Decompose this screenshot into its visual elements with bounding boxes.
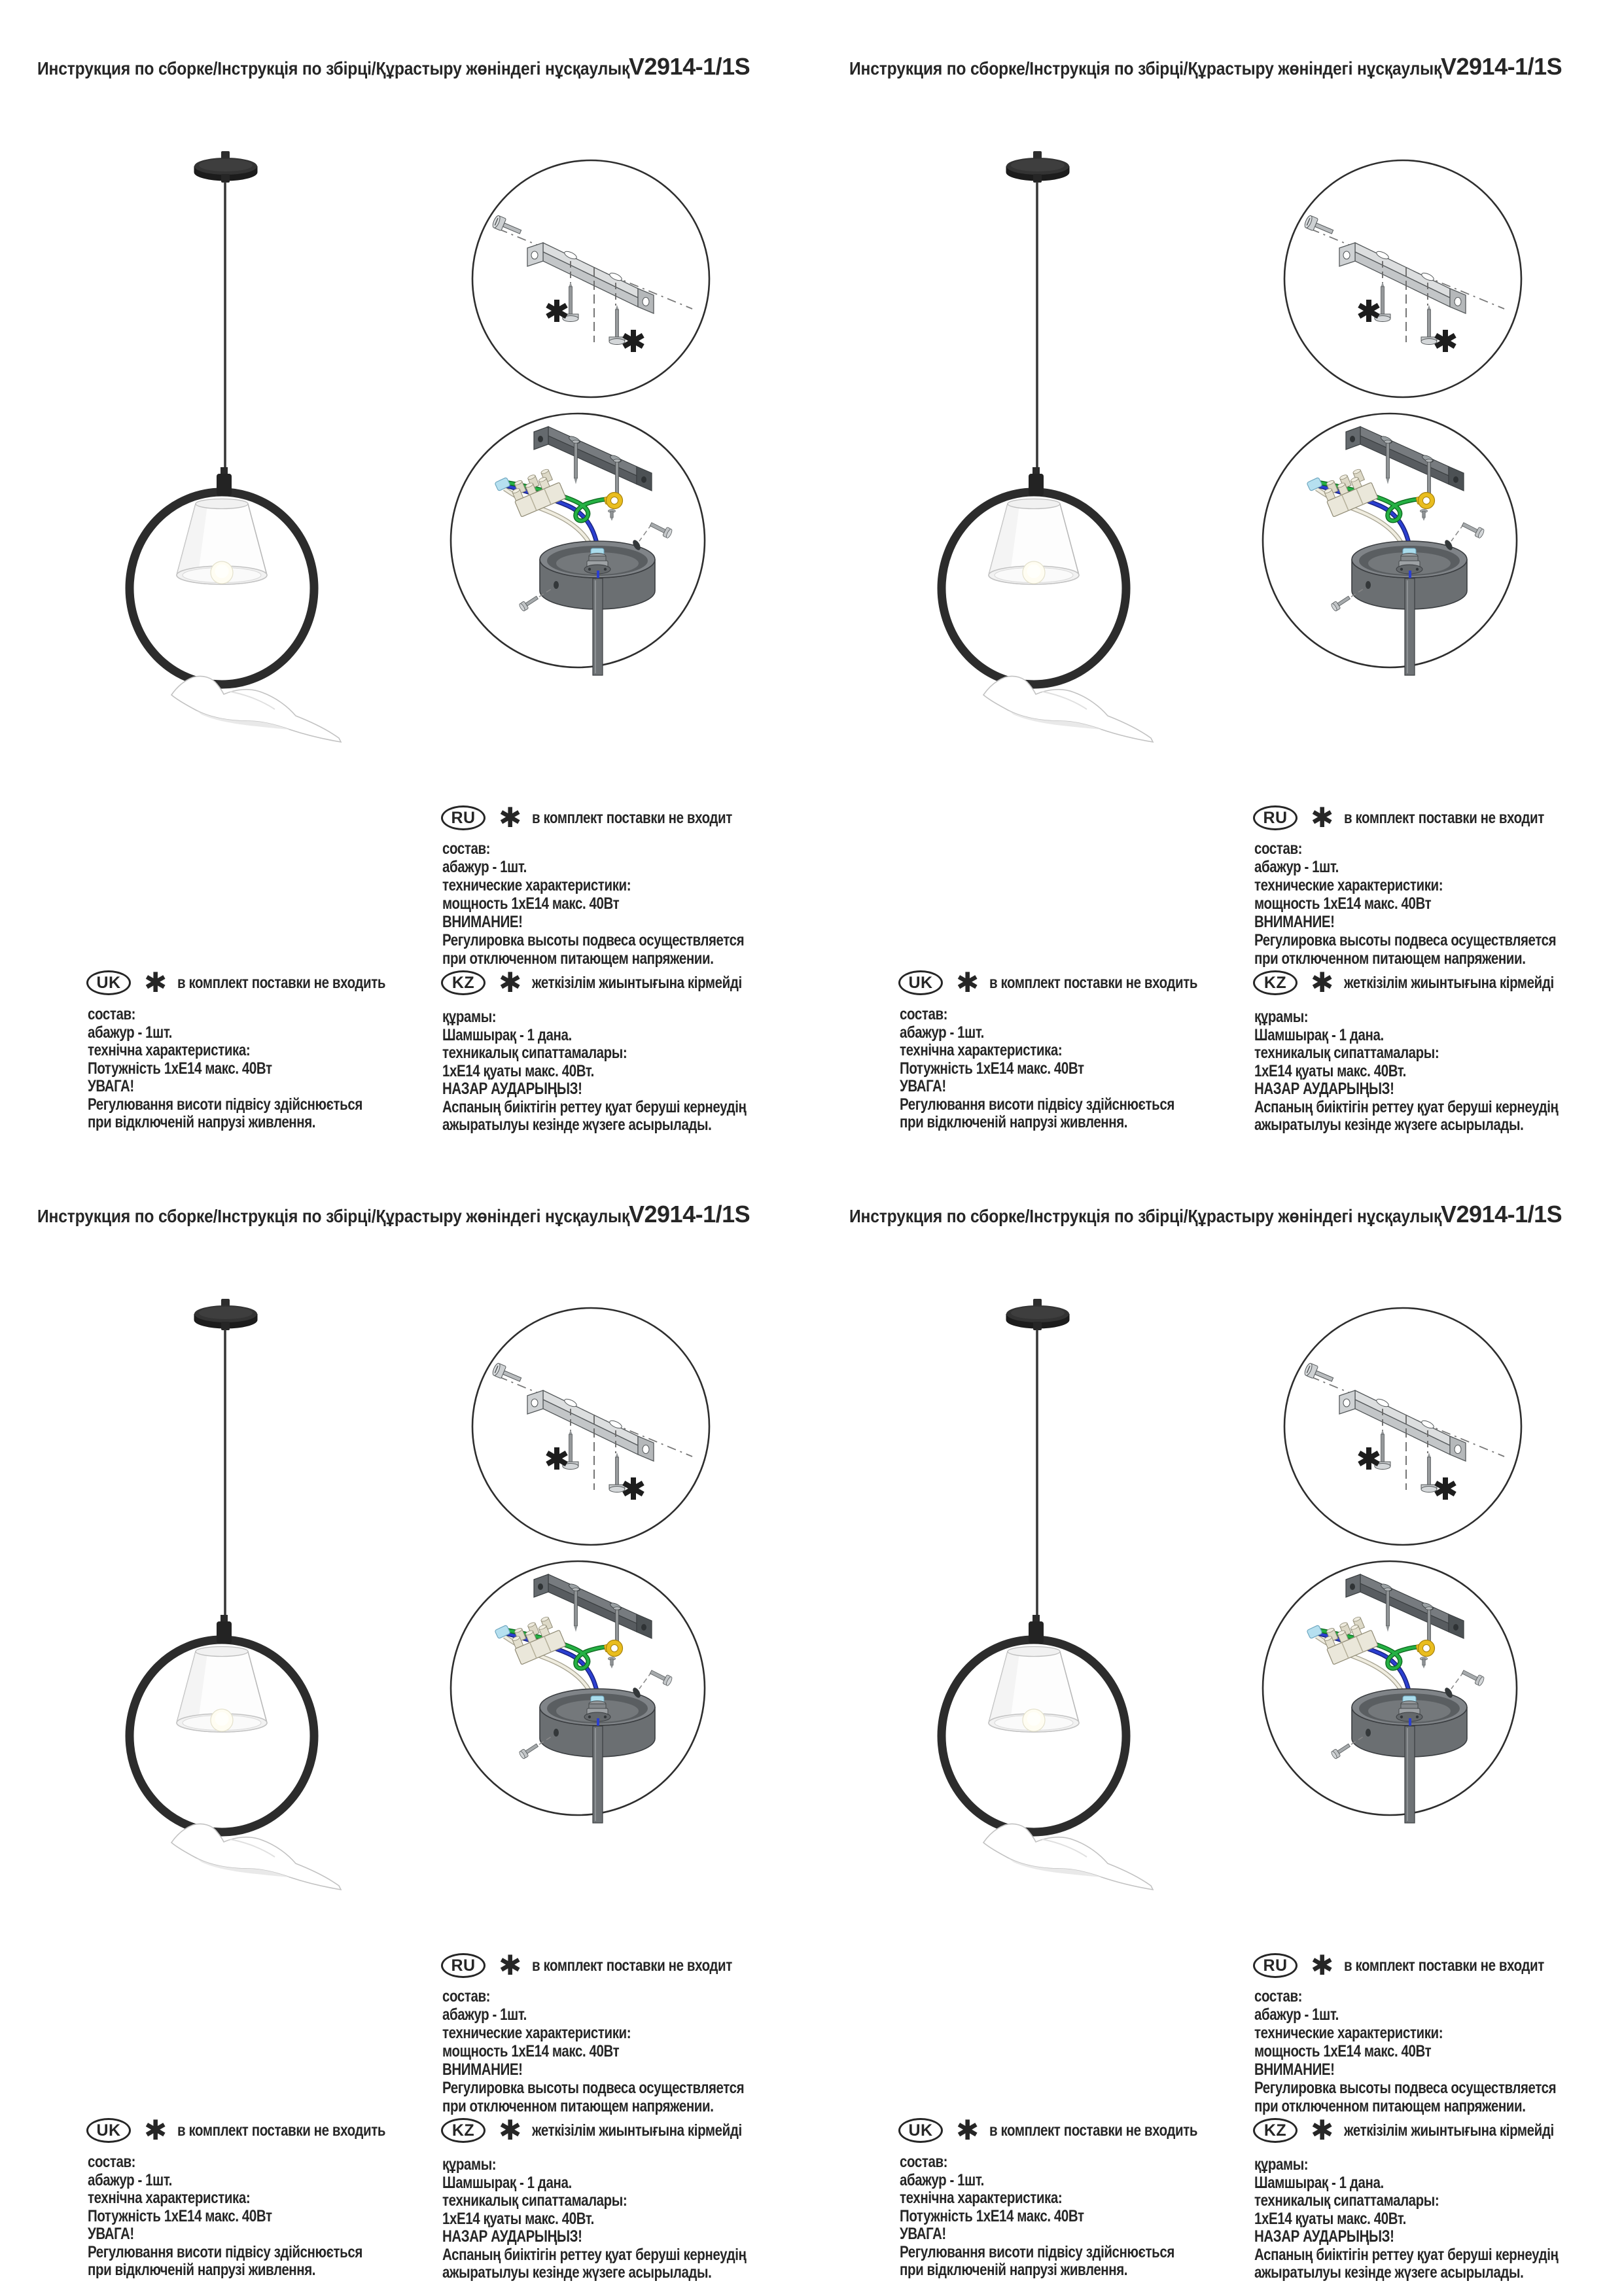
lampshade (989, 1647, 1079, 1733)
uk-note-row (898, 967, 1243, 998)
pendant-lamp-illustration (130, 151, 341, 742)
kz-note: жеткізілім жиынтығына кірмейді (1344, 973, 1554, 992)
spec-line: Шамшырақ - 1 дана. (442, 1025, 572, 1044)
kz-section (442, 2156, 812, 2282)
spec-line: ажыратылуы кезінде жүзеге асырылады. (442, 2263, 712, 2282)
ru-note-row (1253, 802, 1588, 833)
model-number: V2914-1/1S (629, 1201, 750, 1227)
asterisk-icon: ✱ (1311, 967, 1334, 998)
uk-badge: UK (898, 970, 943, 995)
ru-note: в комплект поставки не входит (1344, 808, 1545, 827)
spec-line: құрамы: (442, 2155, 497, 2174)
spec-line: Регулювання висоти підвісу здійснюється (900, 1095, 1174, 1114)
instruction-sheet (812, 1148, 1624, 2295)
ru-section (442, 839, 810, 968)
spec-line: абажур - 1шт. (900, 2170, 984, 2189)
uk-note: в комплект поставки не входить (177, 973, 386, 992)
uk-badge: UK (86, 2118, 131, 2143)
spec-line: ажыратылуы кезінде жүзеге асырылады. (442, 1116, 712, 1134)
uk-badge: UK (86, 970, 131, 995)
spec-line: құрамы: (1254, 1008, 1309, 1026)
asterisk-icon: ✱ (1311, 2115, 1334, 2146)
asterisk-icon: ✱ (1311, 802, 1334, 833)
spec-line: Аспаның биіктігін реттеу қуат беруші кернеудің (1254, 1097, 1559, 1116)
spec-line: абажур - 1шт. (1254, 858, 1339, 876)
cord-connector (1029, 1615, 1044, 1644)
spec-line: мощность 1хЕ14 макс. 40Вт (1254, 894, 1432, 913)
lampshade (989, 499, 1079, 585)
canopy-rod (1405, 1726, 1415, 1823)
page-title: Инструкция по сборке/Інструкція по збірці/Құрастыру жөніндегі нұсқаулық (849, 58, 1442, 79)
mounting-detail-circle (472, 1308, 709, 1545)
spec-line: Шамшырақ - 1 дана. (442, 2173, 572, 2192)
spec-line: технические характеристики: (442, 2024, 631, 2042)
spec-line: абажур - 1шт. (442, 858, 527, 876)
bird-figurine (983, 1824, 1153, 1890)
spec-line: УВАГА! (900, 1077, 946, 1095)
spec-line: ажыратылуы кезінде жүзеге асырылады. (1254, 1116, 1524, 1134)
page-title: Инструкция по сборке/Інструкція по збірці/Құрастыру жөніндегі нұсқаулық (849, 1206, 1442, 1226)
canopy-rod (593, 1726, 603, 1823)
spec-line: 1хЕ14 қуаты макс. 40Вт. (442, 2209, 594, 2228)
asterisk-icon: ✱ (956, 967, 980, 998)
spec-line: состав: (88, 1005, 136, 1023)
spec-line: 1хЕ14 қуаты макс. 40Вт. (1254, 1061, 1406, 1080)
spec-line: при відключеній напрузі живлення. (88, 2261, 316, 2279)
ceiling-plate (194, 151, 257, 183)
canopy-wall-hole (554, 1729, 559, 1737)
ru-section (1254, 1987, 1622, 2115)
mounting-detail-circle (472, 160, 709, 397)
ceiling-plate (194, 1299, 257, 1330)
spec-line: УВАГА! (88, 1077, 134, 1095)
spec-line: технічна характеристика: (900, 1041, 1063, 1059)
spec-line: состав: (442, 839, 491, 858)
lampshade (177, 1647, 267, 1733)
spec-line: состав: (900, 2153, 948, 2171)
spec-line: при отключенном питающем напряжении. (442, 2097, 714, 2115)
uk-section (88, 1006, 423, 1132)
spec-line: ВНИМАНИЕ! (1254, 913, 1335, 931)
spec-line: НАЗАР АУДАРЫҢЫЗ! (442, 2227, 582, 2246)
canopy-rod (593, 578, 603, 675)
spec-line: Аспаның биіктігін реттеу қуат беруші кернеудің (442, 1097, 747, 1116)
spec-line: УВАГА! (900, 2225, 946, 2243)
asterisk-icon: ✱ (144, 2115, 168, 2146)
spec-line: технічна характеристика: (88, 1041, 251, 1059)
ceiling-plate (1006, 151, 1069, 183)
page-title: Инструкция по сборке/Інструкція по збірці/Құрастыру жөніндегі нұсқаулық (37, 1206, 630, 1226)
spec-line: при отключенном питающем напряжении. (1254, 949, 1526, 968)
ru-badge: RU (1253, 1953, 1297, 1978)
uk-note: в комплект поставки не входить (989, 2121, 1198, 2140)
spec-line: технические характеристики: (1254, 2024, 1443, 2042)
mounting-detail-circle (1284, 160, 1521, 397)
spec-line: Потужність 1хЕ14 макс. 40Вт (88, 1059, 272, 1078)
ru-note-row (441, 1952, 776, 1979)
spec-line: ажыратылуы кезінде жүзеге асырылады. (1254, 2263, 1524, 2282)
spec-line: технические характеристики: (1254, 876, 1443, 894)
ru-badge: RU (441, 1953, 485, 1978)
spec-line: Регулировка высоты подвеса осуществляется (1254, 931, 1557, 949)
asterisk-icon: ✱ (499, 967, 522, 998)
uk-section (88, 2153, 423, 2280)
spec-line: технічна характеристика: (88, 2189, 251, 2207)
kz-note-row (441, 2117, 788, 2144)
kz-note-row (441, 967, 788, 998)
lampshade (177, 499, 267, 585)
kz-note: жеткізілім жиынтығына кірмейді (1344, 2121, 1554, 2140)
spec-line: техникалық сипаттамалары: (442, 1044, 627, 1062)
spec-line: НАЗАР АУДАРЫҢЫЗ! (1254, 2227, 1394, 2246)
spec-line: состав: (1254, 1987, 1303, 2005)
kz-note: жеткізілім жиынтығына кірмейді (532, 973, 742, 992)
uk-note-row (86, 967, 431, 998)
uk-note: в комплект поставки не входить (177, 2121, 386, 2140)
asterisk-icon: ✱ (144, 967, 168, 998)
ru-section (442, 1987, 810, 2115)
kz-note-row (1253, 967, 1600, 998)
spec-line: мощность 1хЕ14 макс. 40Вт (1254, 2042, 1432, 2060)
spec-line: ВНИМАНИЕ! (442, 2060, 523, 2079)
spec-line: при відключеній напрузі живлення. (900, 1113, 1128, 1131)
kz-badge: KZ (1253, 2118, 1297, 2143)
uk-section (900, 2153, 1235, 2280)
spec-line: мощность 1хЕ14 макс. 40Вт (442, 2042, 620, 2060)
spec-line: Регулювання висоти підвісу здійснюється (88, 1095, 362, 1114)
spec-line: абажур - 1шт. (900, 1023, 984, 1042)
spec-line: при отключенном питающем напряжении. (442, 949, 714, 968)
spec-line: Потужність 1хЕ14 макс. 40Вт (88, 2206, 272, 2225)
spec-line: мощность 1хЕ14 макс. 40Вт (442, 894, 620, 913)
spec-line: при відключеній напрузі живлення. (88, 1113, 316, 1131)
spec-line: НАЗАР АУДАРЫҢЫЗ! (442, 1080, 582, 1098)
spec-line: состав: (1254, 839, 1303, 858)
spec-line: технические характеристики: (442, 876, 631, 894)
ru-note: в комплект поставки не входит (1344, 1956, 1545, 1975)
spec-line: абажур - 1шт. (1254, 2005, 1339, 2024)
spec-line: Потужність 1хЕ14 макс. 40Вт (900, 2206, 1084, 2225)
cord-connector (1029, 467, 1044, 496)
instruction-sheet (0, 0, 812, 1148)
cord-connector (217, 467, 232, 496)
uk-note: в комплект поставки не входить (989, 973, 1198, 992)
wiring-detail-circle (1263, 1561, 1517, 1823)
model-number: V2914-1/1S (1441, 53, 1562, 80)
spec-line: Шамшырақ - 1 дана. (1254, 1025, 1384, 1044)
uk-note-row (86, 2117, 431, 2144)
kz-section (1254, 2156, 1624, 2282)
wiring-detail-circle (1263, 414, 1517, 675)
spec-line: абажур - 1шт. (442, 2005, 527, 2024)
ru-badge: RU (441, 805, 485, 830)
mounting-detail-circle (1284, 1308, 1521, 1545)
pendant-lamp-illustration (130, 1299, 341, 1890)
ru-note-row (1253, 1952, 1588, 1979)
asterisk-icon: ✱ (499, 1950, 522, 1981)
ru-section (1254, 839, 1622, 968)
spec-line: техникалық сипаттамалары: (1254, 1044, 1439, 1062)
cord-connector (217, 1615, 232, 1644)
spec-line: при отключенном питающем напряжении. (1254, 2097, 1526, 2115)
spec-line: НАЗАР АУДАРЫҢЫЗ! (1254, 1080, 1394, 1098)
spec-line: абажур - 1шт. (88, 1023, 172, 1042)
spec-line: 1хЕ14 қуаты макс. 40Вт. (442, 1061, 594, 1080)
spec-line: Потужність 1хЕ14 макс. 40Вт (900, 1059, 1084, 1078)
spec-line: құрамы: (442, 1008, 497, 1026)
spec-line: Регулировка высоты подвеса осуществляется (442, 931, 745, 949)
kz-section (442, 1008, 812, 1135)
asterisk-icon: ✱ (499, 802, 522, 833)
uk-note-row (898, 2117, 1243, 2144)
spec-line: абажур - 1шт. (88, 2170, 172, 2189)
model-number: V2914-1/1S (1441, 1201, 1562, 1227)
uk-badge: UK (898, 2118, 943, 2143)
instruction-sheet (812, 0, 1624, 1148)
kz-badge: KZ (1253, 970, 1297, 995)
spec-line: ВНИМАНИЕ! (442, 913, 523, 931)
spec-line: состав: (900, 1005, 948, 1023)
spec-line: состав: (88, 2153, 136, 2171)
spec-line: құрамы: (1254, 2155, 1309, 2174)
spec-line: Регулювання висоти підвісу здійснюється (900, 2242, 1174, 2261)
asterisk-icon: ✱ (499, 2115, 522, 2146)
spec-line: Аспаның биіктігін реттеу қуат беруші кернеудің (442, 2245, 747, 2264)
ru-badge: RU (1253, 805, 1297, 830)
ru-note-row (441, 802, 776, 833)
instruction-sheet (0, 1148, 812, 2295)
ru-note: в комплект поставки не входит (532, 1956, 733, 1975)
spec-line: Шамшырақ - 1 дана. (1254, 2173, 1384, 2192)
pendant-lamp-illustration (942, 1299, 1153, 1890)
spec-line: Регулировка высоты подвеса осуществляется (1254, 2079, 1557, 2097)
asterisk-icon: ✱ (956, 2115, 980, 2146)
wiring-detail-circle (451, 1561, 705, 1823)
bird-figurine (171, 1824, 341, 1890)
spec-line: ВНИМАНИЕ! (1254, 2060, 1335, 2079)
canopy-rod (1405, 578, 1415, 675)
pendant-lamp-illustration (942, 151, 1153, 742)
page-title: Инструкция по сборке/Інструкція по збірці/Құрастыру жөніндегі нұсқаулық (37, 58, 630, 79)
bird-figurine (171, 676, 341, 742)
uk-section (900, 1006, 1235, 1132)
canopy-wall-hole (1366, 581, 1371, 589)
spec-line: техникалық сипаттамалары: (1254, 2191, 1439, 2210)
bird-figurine (983, 676, 1153, 742)
spec-line: Регулировка высоты подвеса осуществляется (442, 2079, 745, 2097)
spec-line: Аспаның биіктігін реттеу қуат беруші кернеудің (1254, 2245, 1559, 2264)
spec-line: УВАГА! (88, 2225, 134, 2243)
kz-badge: KZ (441, 970, 485, 995)
spec-line: состав: (442, 1987, 491, 2005)
spec-line: техникалық сипаттамалары: (442, 2191, 627, 2210)
asterisk-icon: ✱ (1311, 1950, 1334, 1981)
model-number: V2914-1/1S (629, 53, 750, 80)
wiring-detail-circle (451, 414, 705, 675)
kz-note: жеткізілім жиынтығына кірмейді (532, 2121, 742, 2140)
spec-line: 1хЕ14 қуаты макс. 40Вт. (1254, 2209, 1406, 2228)
kz-section (1254, 1008, 1624, 1135)
kz-note-row (1253, 2117, 1600, 2144)
ru-note: в комплект поставки не входит (532, 808, 733, 827)
spec-line: технічна характеристика: (900, 2189, 1063, 2207)
kz-badge: KZ (441, 2118, 485, 2143)
canopy-wall-hole (1366, 1729, 1371, 1737)
canopy-wall-hole (554, 581, 559, 589)
ceiling-plate (1006, 1299, 1069, 1330)
spec-line: Регулювання висоти підвісу здійснюється (88, 2242, 362, 2261)
spec-line: при відключеній напрузі живлення. (900, 2261, 1128, 2279)
